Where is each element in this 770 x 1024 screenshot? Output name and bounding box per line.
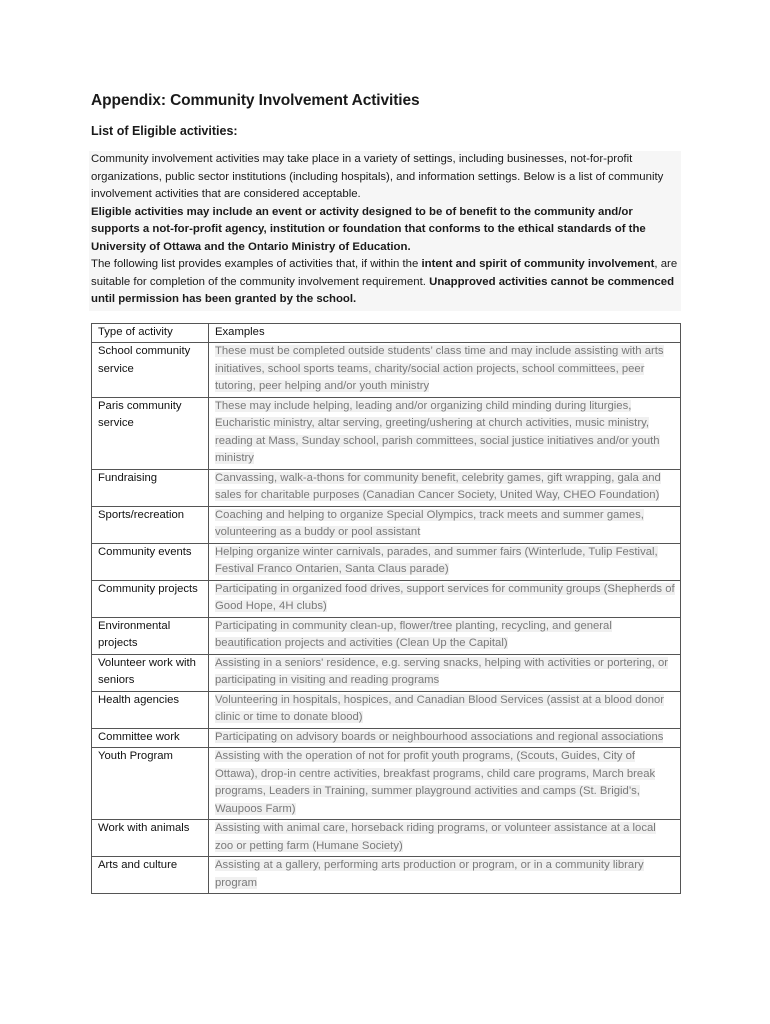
activity-examples (209, 543, 681, 580)
table-row (92, 397, 681, 469)
eligibility-statement (91, 204, 679, 257)
activity-type: Fundraising (92, 469, 209, 506)
activity-examples (209, 580, 681, 617)
activities-table (91, 323, 681, 895)
header-examples: Examples (209, 323, 681, 343)
activity-type: Youth Program (92, 748, 209, 820)
examples-text: Assisting with the operation of not for profit youth programs, (Scouts, Guides, City of Ottawa), drop-in centre activities, breakfast programs, child care programs, March break programs, Leaders in Training, summer playground activities and camps (St. Brigid’s, Waupoos Farm) (215, 750, 656, 815)
table-row (92, 820, 681, 857)
activity-type: Sports/recreation (92, 506, 209, 543)
header-type: Type of activity (92, 323, 209, 343)
examples-text: Helping organize winter carnivals, parades, and summer fairs (Winterlude, Tulip Festival, Festival Franco Ontarien, Santa Claus parade) (215, 545, 658, 575)
activity-examples (209, 748, 681, 820)
page-title: Appendix: Community Involvement Activities (91, 92, 420, 109)
activity-examples (209, 857, 681, 894)
table-row (92, 543, 681, 580)
examples-text: These may include helping, leading and/or organizing child minding during liturgies, Eucharistic ministry, altar serving, greeting/ushering at church activities, music ministry, reading at Mass, Sunday school, parish committees, social justice initiatives and/or youth ministry (215, 399, 660, 464)
activity-type: Health agencies (92, 691, 209, 728)
activity-type: Community projects (92, 580, 209, 617)
table-row (92, 506, 681, 543)
intro-section (89, 151, 681, 311)
table-row (92, 343, 681, 398)
activity-examples (209, 728, 681, 748)
examples-text: Participating in organized food drives, support services for community groups (Shepherds of Good Hope, 4H clubs) (215, 582, 675, 612)
table-row (92, 691, 681, 728)
activity-type: Paris community service (92, 397, 209, 469)
activity-type: School community service (92, 343, 209, 398)
activity-type: Volunteer work with seniors (92, 654, 209, 691)
table-row (92, 654, 681, 691)
examples-text: Participating in community clean-up, flower/tree planting, recycling, and general beautification projects and activities (Clean Up the Capital) (215, 619, 612, 649)
intro-paragraph: Community involvement activities may take place in a variety of settings, including businesses, not-for-profit organizations, public sector institutions (including hospitals), and information settings. Below is a list of community involvement activities that are considered acceptable. (91, 153, 664, 200)
examples-text: Assisting at a gallery, performing arts production or program, or in a community library program (215, 859, 644, 889)
activity-type: Committee work (92, 728, 209, 748)
activity-examples (209, 343, 681, 398)
activity-examples (209, 469, 681, 506)
examples-text: Assisting in a seniors' residence, e.g. serving snacks, helping with activities or portering, or participating in visiting and reading programs (215, 656, 668, 686)
examples-text: Participating on advisory boards or neighbourhood associations and regional associations (215, 730, 664, 743)
activity-examples (209, 820, 681, 857)
activity-type: Arts and culture (92, 857, 209, 894)
list-description-text-b: , are suitable for completion of the community involvement requirement. (91, 258, 678, 288)
activity-examples (209, 654, 681, 691)
examples-text: Volunteering in hospitals, hospices, and Canadian Blood Services (assist at a blood donor clinic or time to donate blood) (215, 693, 665, 723)
examples-text: Assisting with animal care, horseback riding programs, or volunteer assistance at a local zoo or petting farm (Humane Society) (215, 822, 656, 852)
activity-examples (209, 506, 681, 543)
table-row (92, 617, 681, 654)
activity-type: Work with animals (92, 820, 209, 857)
table-header-row (92, 323, 681, 343)
table-row (92, 748, 681, 820)
activity-type: Community events (92, 543, 209, 580)
table-row (92, 728, 681, 748)
unapproved-warning: Unapproved activities cannot be commenced until permission has been granted by the school. (91, 275, 675, 305)
list-description-text-a: The following list provides examples of activities that, if within the (91, 258, 422, 270)
activity-examples (209, 397, 681, 469)
examples-text: Coaching and helping to organize Special Olympics, track meets and summer games, volunteering as a buddy or pool assistant (215, 508, 644, 538)
table-row (92, 469, 681, 506)
activity-examples (209, 691, 681, 728)
activity-examples (209, 617, 681, 654)
eligibility-text: Eligible activities may include an event or activity designed to be of benefit to the community and/or supports a not-for-profit agency, institution or foundation that conforms to the ethical standards of the University of Ottawa and the Ontario Ministry of Education. (91, 205, 646, 253)
list-description (91, 256, 679, 309)
intent-spirit-text: intent and spirit of community involvement (421, 258, 655, 270)
table-row (92, 857, 681, 894)
document-page (91, 92, 681, 894)
table-row (92, 580, 681, 617)
examples-text: These must be completed outside students’ class time and may include assisting with arts initiatives, school sports teams, charity/social action projects, school committees, peer tutoring, peer helping and/or youth ministry (215, 345, 664, 392)
activity-type: Environmental projects (92, 617, 209, 654)
list-heading: List of Eligible activities: (91, 124, 238, 138)
examples-text: Canvassing, walk-a-thons for community benefit, celebrity games, gift wrapping, gala and sales for charitable purposes (Canadian Cancer Society, United Way, CHEO Foundation) (215, 471, 661, 501)
